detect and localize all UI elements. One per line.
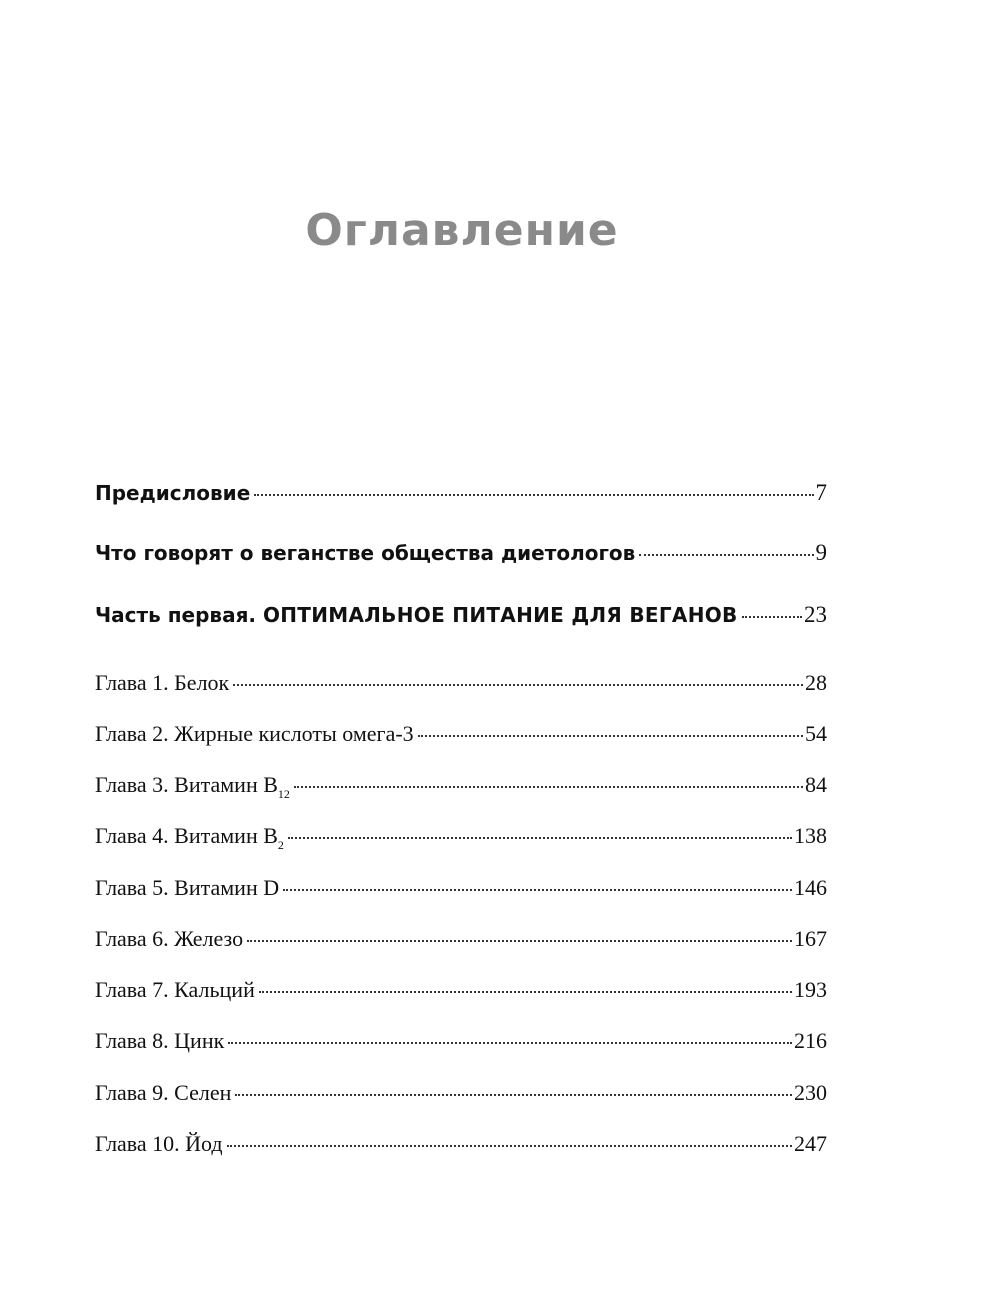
part-title: ОПТИМАЛЬНОЕ ПИТАНИЕ ДЛЯ ВЕГАНОВ [262,603,738,627]
toc-entry-label: Глава 1. Белок [95,670,230,695]
page-title: Оглавление [305,205,619,256]
toc-entry-page: 23 [804,602,827,627]
toc-entry-page: 247 [794,1131,827,1156]
toc-entry-chapter-9[interactable] [95,1078,827,1106]
dot-leader [639,540,813,560]
dot-leader [235,1078,792,1100]
toc-entry-label: Глава 8. Цинк [95,1028,225,1053]
dot-leader [294,770,803,792]
dot-leader [259,975,792,997]
toc-entry-chapter-5[interactable] [95,873,827,901]
toc-entry-page: 84 [805,772,827,797]
chapter-title: Глава 4. Витамин B [95,823,278,848]
toc-entry-page: 28 [805,670,827,695]
toc-entry-page: 54 [805,721,827,746]
dot-leader [418,719,803,741]
toc-entry-part-one[interactable] [95,602,827,628]
chapter-title: Глава 3. Витамин B [95,772,278,797]
toc-entry-page: 216 [794,1028,827,1053]
toc-entry-label: Глава 6. Железо [95,926,244,951]
dot-leader [233,668,803,690]
subscript: 2 [277,838,284,852]
toc-entry-label [95,772,290,801]
dot-leader [227,1129,792,1151]
toc-entry-chapter-2[interactable] [95,719,827,747]
toc-entry-label [95,603,738,627]
toc-entry-page: 146 [794,875,827,900]
toc-entry-page: 9 [815,540,827,565]
dot-leader [254,480,813,500]
toc-entry-chapter-7[interactable] [95,975,827,1003]
toc-entry-page: 167 [794,926,827,951]
dot-leader [247,924,792,946]
toc-entry-page: 138 [794,823,827,848]
toc-entry-chapter-10[interactable] [95,1129,827,1157]
toc-entry-chapter-6[interactable] [95,924,827,952]
dot-leader [228,1026,792,1048]
toc-entry-page: 193 [794,977,827,1002]
toc-entry-dietitians[interactable] [95,540,827,566]
toc-entry-chapter-3[interactable] [95,770,827,801]
toc-entry-label: Глава 2. Жирные кислоты омега-3 [95,721,414,746]
dot-leader [288,821,792,843]
toc-entry-chapter-8[interactable] [95,1026,827,1054]
toc-entry-preface[interactable] [95,480,827,506]
toc-entry-label: Что говорят о веганстве общества диетологов [95,541,636,565]
toc-entry-label: Глава 7. Кальций [95,977,255,1002]
dot-leader [742,602,802,622]
toc-entry-label: Глава 9. Селен [95,1080,232,1105]
toc-entry-chapter-4[interactable] [95,821,827,852]
toc-entry-label: Глава 5. Витамин D [95,875,280,900]
toc-entry-label: Глава 10. Йод [95,1131,223,1156]
part-prefix: Часть первая. [95,603,263,627]
dot-leader [283,873,792,895]
toc-entry-chapter-1[interactable] [95,668,827,696]
toc-entry-page: 7 [815,480,827,505]
toc-entry-label [95,823,284,852]
toc-entry-page: 230 [794,1080,827,1105]
toc-entry-label: Предисловие [95,481,251,505]
subscript: 12 [277,787,290,801]
